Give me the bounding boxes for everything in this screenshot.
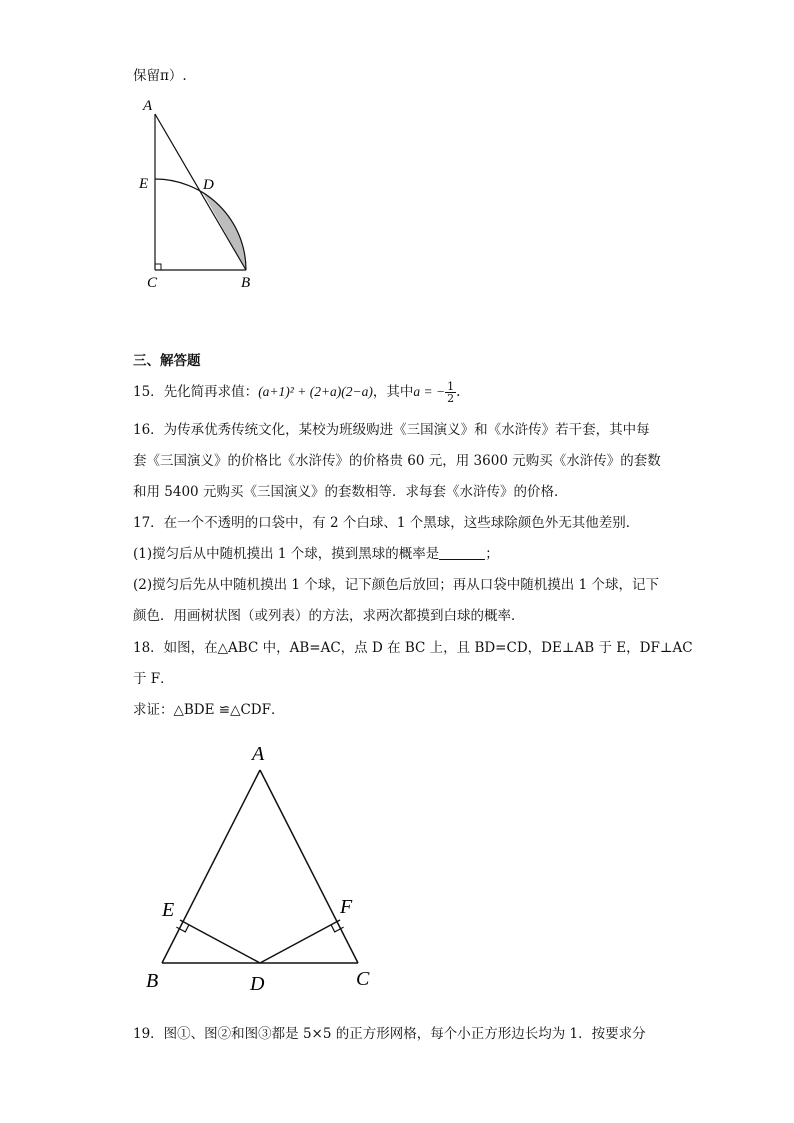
q15-fraction: $\frac{1}{2}$ xyxy=(447,380,455,405)
q16-line-2: 套《三国演义》的价格比《水浒传》的价格贵 60 元，用 3600 元购买《水浒传》的套数 xyxy=(133,453,661,469)
q17-part-1: (1)搅匀后从中随机摸出 1 个球，摸到黑球的概率是 ； xyxy=(133,546,499,562)
top-text-line: 保留π）. xyxy=(133,68,187,84)
label-a: A xyxy=(252,743,265,765)
q15-var: a = − xyxy=(413,384,446,399)
q15-text-before: 先化简再求值： xyxy=(163,384,259,400)
q15-end: . xyxy=(456,384,461,400)
label-d: D xyxy=(203,177,214,193)
q17-part-2-line-1: (2)搅匀后先从中随机摸出 1 个球，记下颜色后放回；再从口袋中随机摸出 1 个球，记下 xyxy=(133,577,659,593)
section-heading: 三、解答题 xyxy=(133,353,201,369)
answer-blank xyxy=(439,545,485,560)
label-e: E xyxy=(139,176,149,192)
label-b: B xyxy=(241,275,251,291)
q17-line-1: 17．在一个不透明的口袋中，有 2 个白球、1 个黑球，这些球除颜色外无其他差别． xyxy=(133,515,640,531)
q15-expression: (a+1)² + (2+a)(2−a) xyxy=(258,384,373,399)
figure-isosceles-triangle xyxy=(140,735,380,1000)
q16-line-1: 16．为传承优秀传统文化，某校为班级购进《三国演义》和《水浒传》若干套，其中每 xyxy=(133,422,650,438)
q16-line-3: 和用 5400 元购买《三国演义》的套数相等．求每套《水浒传》的价格． xyxy=(133,484,568,500)
q15-number: 15． xyxy=(133,384,164,400)
label-b: B xyxy=(146,970,159,992)
q17-part-2-line-2: 颜色．用画树状图（或列表）的方法，求两次都摸到白球的概率． xyxy=(133,608,525,624)
label-c: C xyxy=(356,968,370,990)
q19-line-1: 19．图①、图②和图③都是 5×5 的正方形网格，每个小正方形边长均为 1．按要求分 xyxy=(133,1026,646,1042)
question-15 xyxy=(133,381,460,404)
label-d: D xyxy=(250,973,265,995)
label-f: F xyxy=(340,896,353,918)
figure-quarter-circle-triangle xyxy=(130,92,270,297)
q15-text-middle: ，其中 xyxy=(372,384,414,400)
q18-line-1: 18．如图，在△ABC 中，AB=AC，点 D 在 BC 上，且 BD=CD，DE⊥AB 于 E，DF⊥AC xyxy=(133,640,693,656)
label-e: E xyxy=(162,899,175,921)
label-a: A xyxy=(143,98,153,114)
label-c: C xyxy=(147,275,158,291)
q18-line-3: 求证：△BDE ≌△CDF． xyxy=(133,702,285,718)
q18-line-2: 于 F． xyxy=(133,671,174,687)
